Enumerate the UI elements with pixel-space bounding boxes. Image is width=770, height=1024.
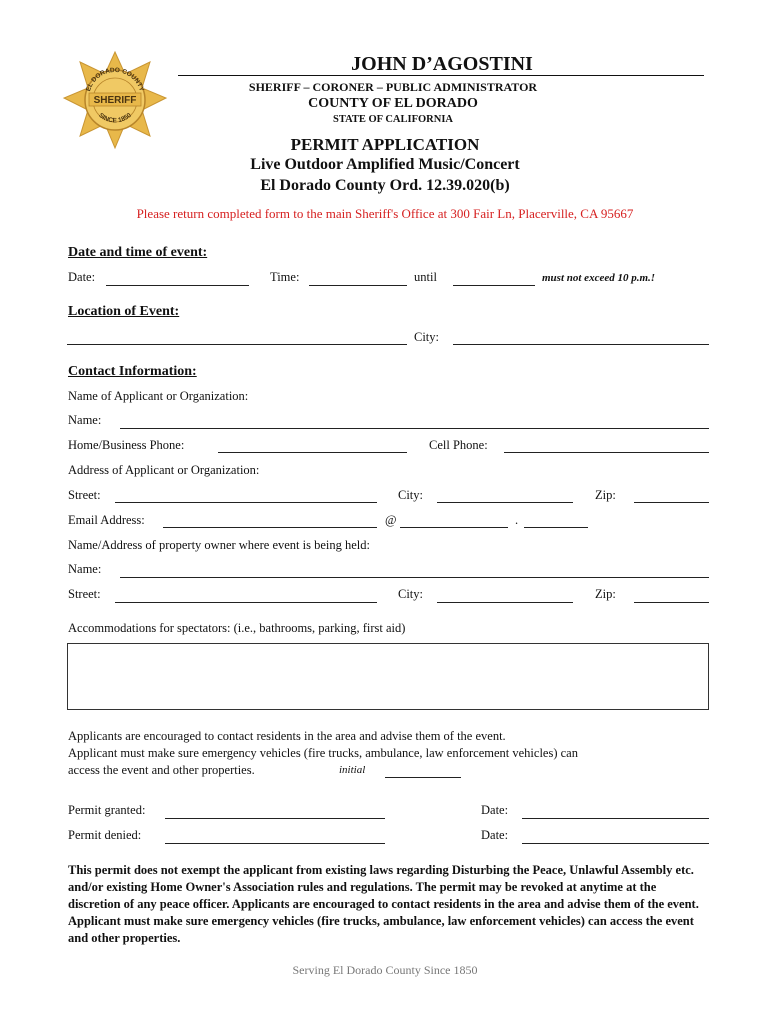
- owner-zip-field[interactable]: [634, 602, 709, 603]
- applicant-label: Name of Applicant or Organization:: [68, 389, 249, 403]
- owner-street-field[interactable]: [115, 602, 377, 603]
- zip-field[interactable]: [634, 502, 709, 503]
- form-title: PERMIT APPLICATION: [290, 135, 480, 154]
- accommodations-label: Accommodations for spectators: (i.e., bathrooms, parking, first aid): [68, 621, 406, 635]
- email-dot: .: [515, 513, 519, 527]
- initial-field[interactable]: [385, 777, 461, 778]
- granted-date-label: Date:: [481, 803, 509, 817]
- date-field[interactable]: [106, 285, 249, 286]
- time-label: Time:: [270, 270, 300, 284]
- location-city-field[interactable]: [453, 344, 709, 345]
- time-end-field[interactable]: [453, 285, 535, 286]
- cell-phone-field[interactable]: [504, 452, 709, 453]
- permit-granted-field[interactable]: [165, 818, 385, 819]
- initial-label: initial: [339, 764, 366, 776]
- county-name: COUNTY OF EL DORADO: [308, 96, 478, 111]
- cell-phone-label: Cell Phone:: [429, 438, 488, 452]
- time-limit-note: must not exceed 10 p.m.!: [542, 272, 656, 284]
- advisory-line-1: Applicants are encouraged to contact residents in the area and advise them of the event.: [68, 729, 506, 743]
- owner-label: Name/Address of property owner where event is being held:: [68, 538, 370, 552]
- permit-denied-label: Permit denied:: [68, 828, 142, 842]
- email-label: Email Address:: [68, 513, 145, 527]
- location-address-field[interactable]: [67, 344, 407, 345]
- permit-denied-field[interactable]: [165, 843, 385, 844]
- location-city-label: City:: [414, 330, 440, 344]
- contact-heading: Contact Information:: [68, 364, 197, 379]
- permit-granted-label: Permit granted:: [68, 803, 146, 817]
- email-user-field[interactable]: [163, 527, 377, 528]
- event-datetime-heading: Date and time of event:: [68, 245, 208, 260]
- advisory-line-3: access the event and other properties.: [68, 763, 255, 777]
- street-label: Street:: [68, 488, 101, 502]
- name-label: Name:: [68, 413, 102, 427]
- owner-street-label: Street:: [68, 587, 101, 601]
- date-label: Date:: [68, 270, 96, 284]
- owner-city-label: City:: [398, 587, 424, 601]
- sheriff-name: JOHN D’AGOSTINI: [351, 53, 533, 75]
- badge-bottom-text: SINCE 1850: [97, 111, 133, 125]
- owner-zip-label: Zip:: [595, 587, 616, 601]
- street-field[interactable]: [115, 502, 377, 503]
- owner-name-field[interactable]: [120, 577, 709, 578]
- badge-center-text: SHERIFF: [93, 95, 137, 106]
- email-tld-field[interactable]: [524, 527, 588, 528]
- granted-date-field[interactable]: [522, 818, 709, 819]
- time-start-field[interactable]: [309, 285, 407, 286]
- form-subtitle: Live Outdoor Amplified Music/Concert: [250, 156, 520, 173]
- sheriff-titles: SHERIFF – CORONER – PUBLIC ADMINISTRATOR: [248, 80, 538, 94]
- email-at-sign: @: [385, 513, 397, 527]
- owner-name-label: Name:: [68, 562, 102, 576]
- ordinance: El Dorado County Ord. 12.39.020(b): [260, 177, 510, 194]
- location-heading: Location of Event:: [68, 304, 180, 319]
- city-field[interactable]: [437, 502, 573, 503]
- until-label: until: [414, 270, 437, 284]
- denied-date-label: Date:: [481, 828, 509, 842]
- zip-label: Zip:: [595, 488, 616, 502]
- advisory-line-2: Applicant must make sure emergency vehicles (fire trucks, ambulance, law enforcement vehicles) can: [68, 746, 578, 760]
- city-label: City:: [398, 488, 424, 502]
- state-name: STATE OF CALIFORNIA: [333, 114, 453, 125]
- return-notice: Please return completed form to the main Sheriff's Office at 300 Fair Ln, Placerville, CA 95667: [136, 206, 634, 221]
- applicant-name-field[interactable]: [120, 428, 709, 429]
- badge-top-text: EL DORADO COUNTY: [84, 66, 146, 93]
- disclaimer: This permit does not exempt the applicant from existing laws regarding Disturbing the Peace, Unlawful Assembly etc. and/or existing Home Owner's Association rules and regulations. The permit may be revoked at anytime at the discretion of any peace officer. Applicants are encouraged to contact residents in the area and advise them of the event. Applicant must make sure emergency vehicles (fire trucks, ambulance, law enforcement vehicles) can access the event and other properties.: [68, 863, 699, 945]
- email-domain-field[interactable]: [400, 527, 508, 528]
- denied-date-field[interactable]: [522, 843, 709, 844]
- home-phone-field[interactable]: [218, 452, 407, 453]
- header-rule: [178, 75, 704, 76]
- footer-text: Serving El Dorado County Since 1850: [292, 963, 478, 977]
- accommodations-textarea[interactable]: [67, 643, 709, 710]
- home-phone-label: Home/Business Phone:: [68, 438, 185, 452]
- owner-city-field[interactable]: [437, 602, 573, 603]
- address-label: Address of Applicant or Organization:: [68, 463, 260, 477]
